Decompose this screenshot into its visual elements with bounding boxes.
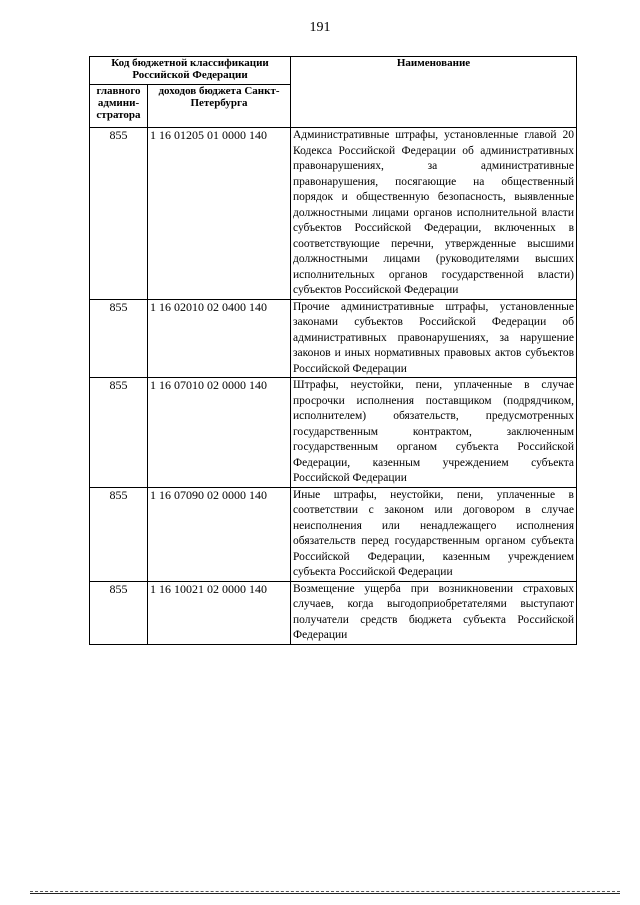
table-row	[90, 487, 577, 581]
admin-code-cell: 855	[90, 378, 148, 488]
header-income: доходов бюджета Санкт-Петербурга	[148, 85, 291, 128]
income-code-cell: 1 16 02010 02 0400 140	[148, 299, 291, 378]
admin-code-cell: 855	[90, 581, 148, 644]
admin-code-cell: 855	[90, 299, 148, 378]
income-code-cell: 1 16 07090 02 0000 140	[148, 487, 291, 581]
table-row	[90, 299, 577, 378]
page-number: 191	[309, 20, 331, 35]
table-row	[90, 581, 577, 644]
name-cell: Иные штрафы, неустойки, пени, уплаченные в соответствии с законом или договором в случае неисполнения или ненадлежащего исполнения обязательств перед государственным органом субъекта Российской Федерации, казенным учреждением субъекта Российской Федерации	[291, 487, 577, 581]
income-code-cell: 1 16 10021 02 0000 140	[148, 581, 291, 644]
name-cell: Возмещение ущерба при возникновении страховых случаев, когда выгодоприобретателями выступают получатели средств бюджета субъекта Российской Федерации	[291, 581, 577, 644]
name-cell: Прочие административные штрафы, установленные законами субъектов Российской Федерации об административных правонарушениях, за нарушение законов и иных нормативных правовых актов субъектов Российской Федерации	[291, 299, 577, 378]
name-cell: Административные штрафы, установленные главой 20 Кодекса Российской Федерации об административных правонарушениях, за административные правонарушения, посягающие на общественный порядок и общественную безопасность, выявленные должностными лицами органов исполнительной власти субъектов Российской Федерации, включенных в соответствующие перечни, утвержденные высшими должностными лицами (руководителями высших исполнительных органов государственной власти) субъектов Российской Федерации	[291, 128, 577, 300]
income-code-cell: 1 16 01205 01 0000 140	[148, 128, 291, 300]
income-code-cell: 1 16 07010 02 0000 140	[148, 378, 291, 488]
budget-classification-table	[89, 56, 577, 645]
header-admin: главного админи-стратора	[90, 85, 148, 128]
footer-rule	[30, 893, 620, 894]
table-row	[90, 378, 577, 488]
name-cell: Штрафы, неустойки, пени, уплаченные в случае просрочки исполнения поставщиком (подрядчиком, исполнителем) обязательств, предусмотренных государственным контрактом, заключенным государственным органом субъекта Российской Федерации, казенным учреждением субъекта Российской Федерации	[291, 378, 577, 488]
admin-code-cell: 855	[90, 128, 148, 300]
header-kbk: Код бюджетной классификации Российской Федерации	[90, 57, 291, 85]
header-name: Наименование	[291, 57, 577, 128]
table-row	[90, 128, 577, 300]
admin-code-cell: 855	[90, 487, 148, 581]
